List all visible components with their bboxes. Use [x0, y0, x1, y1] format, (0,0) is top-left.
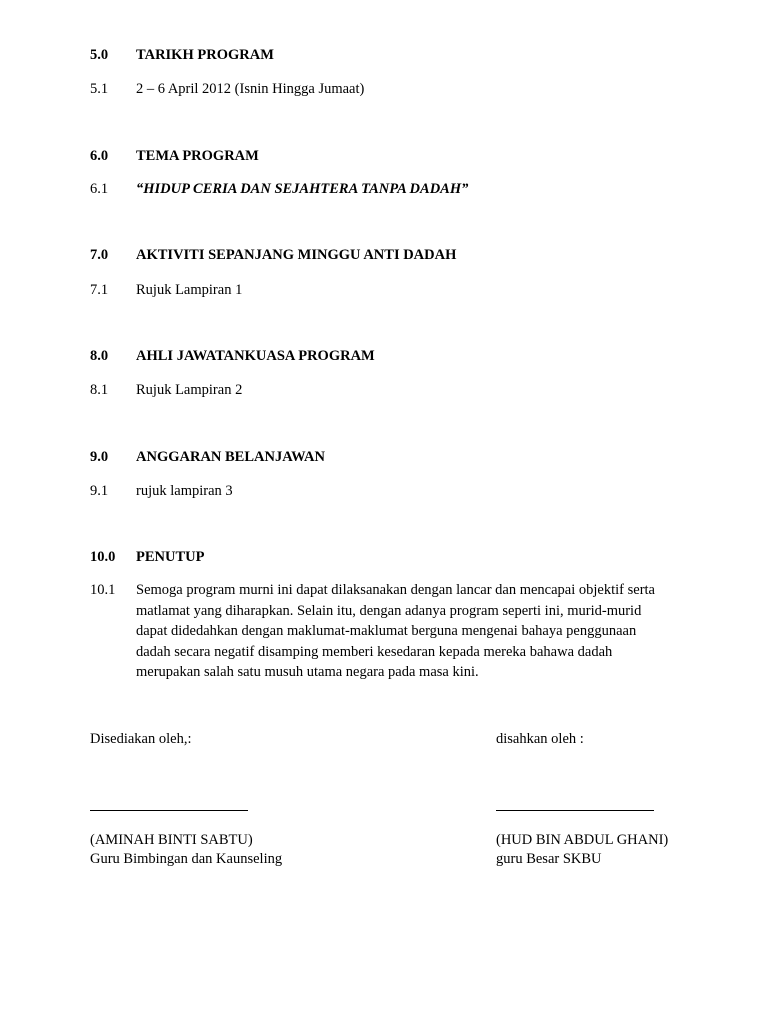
section-number: 5.0	[90, 47, 109, 63]
closing-line: merupakan salah satu musuh utama negara pada masa kini.	[136, 664, 479, 680]
item-text: Rujuk Lampiran 1	[136, 282, 243, 298]
section-title: TEMA PROGRAM	[136, 148, 259, 164]
left-signature-line	[90, 810, 248, 811]
signatory-position: Guru Bimbingan dan Kaunseling	[90, 851, 283, 867]
item-number: 9.1	[90, 483, 109, 499]
section-title: TARIKH PROGRAM	[136, 47, 274, 63]
section-title: PENUTUP	[136, 549, 205, 565]
item-number: 5.1	[90, 81, 109, 97]
item-text: rujuk lampiran 3	[136, 483, 233, 499]
prepared-by-label: Disediakan oleh,:	[90, 731, 192, 747]
right-signatory	[496, 831, 668, 869]
closing-line: Semoga program murni ini dapat dilaksanakan dengan lancar dan mencapai objektif serta	[136, 582, 655, 598]
section-number: 8.0	[90, 348, 109, 364]
program-theme: “HIDUP CERIA DAN SEJAHTERA TANPA DADAH”	[136, 181, 469, 197]
signatory-name: (AMINAH BINTI SABTU)	[90, 832, 253, 848]
item-text: Rujuk Lampiran 2	[136, 382, 243, 398]
approved-by-label: disahkan oleh :	[496, 731, 584, 747]
item-number: 6.1	[90, 181, 109, 197]
closing-line: dadah secara negatif disamping memberi kesedaran kepada mereka bahawa dadah	[136, 643, 613, 660]
section-number: 7.0	[90, 247, 109, 263]
section-title: AKTIVITI SEPANJANG MINGGU ANTI DADAH	[136, 247, 457, 263]
closing-paragraph	[136, 580, 708, 683]
closing-line: dapat didedahkan dengan maklumat-maklumat berguna mengenai bahaya penggunaan	[136, 623, 637, 639]
closing-line: matlamat yang diharapkan. Selain itu, dengan adanya program seperti ini, murid-murid	[136, 602, 642, 619]
section-title: AHLI JAWATANKUASA PROGRAM	[136, 348, 375, 364]
item-text: 2 – 6 April 2012 (Isnin Hingga Jumaat)	[136, 81, 365, 97]
section-number: 9.0	[90, 449, 109, 465]
item-number: 8.1	[90, 382, 109, 398]
signatory-position: guru Besar SKBU	[496, 851, 602, 867]
section-title: ANGGARAN BELANJAWAN	[136, 449, 325, 465]
item-number: 7.1	[90, 282, 109, 298]
left-signatory	[90, 831, 282, 869]
signatory-name: (HUD BIN ABDUL GHANI)	[496, 832, 669, 848]
section-number: 10.0	[90, 549, 116, 565]
item-number: 10.1	[90, 582, 116, 598]
right-signature-line	[496, 810, 654, 811]
section-number: 6.0	[90, 148, 109, 164]
